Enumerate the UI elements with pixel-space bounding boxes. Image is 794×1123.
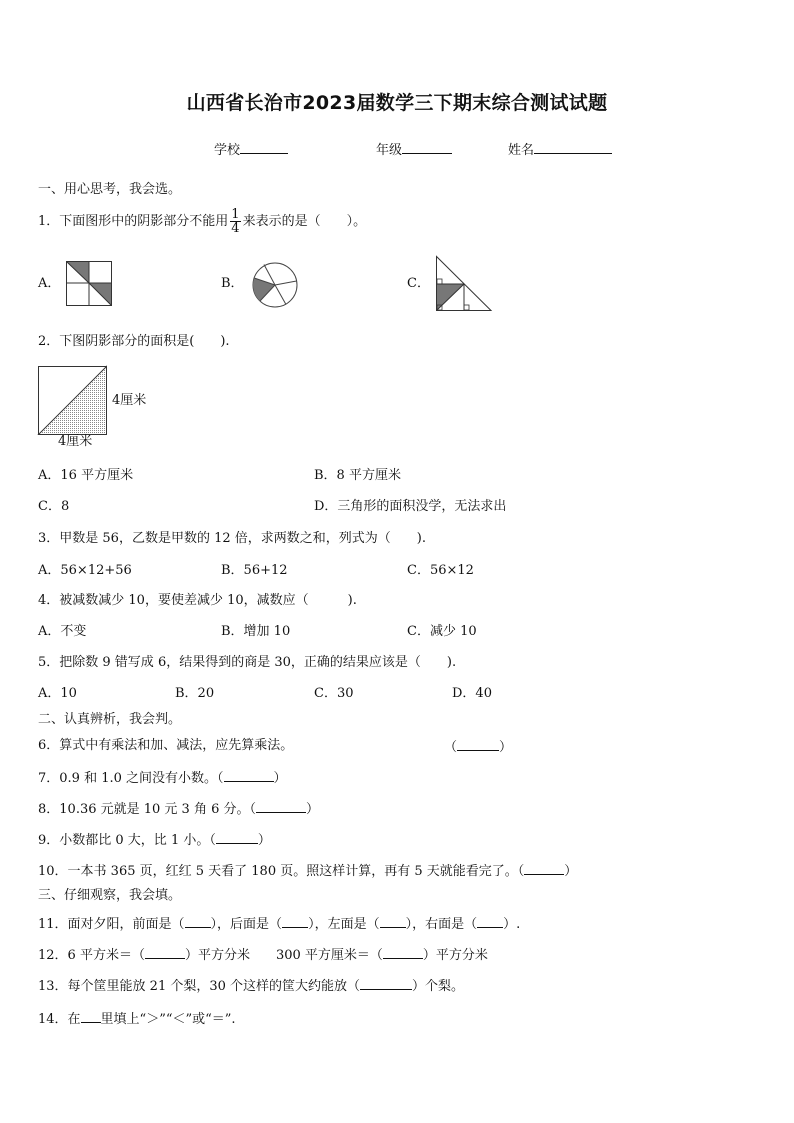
q11-blank-right[interactable] bbox=[477, 915, 503, 928]
q8-answer-blank[interactable] bbox=[256, 800, 306, 813]
q12-blank-1[interactable] bbox=[145, 946, 185, 959]
q11-part-5: ）. bbox=[503, 917, 521, 932]
q14-part-1: 14．在 bbox=[38, 1012, 81, 1027]
q2-bottom-label: 4厘米 bbox=[58, 434, 93, 449]
q7-text: 7．0.9 和 1.0 之间没有小数。（ bbox=[38, 771, 224, 786]
q1-fraction-den: 4 bbox=[231, 221, 240, 236]
q8-text: 8．10.36 元就是 10 元 3 角 6 分。（ bbox=[38, 802, 256, 817]
question-8 bbox=[38, 800, 319, 818]
question-9 bbox=[38, 831, 271, 849]
q12-part-2: ）平方分米 bbox=[184, 948, 250, 963]
section-2-heading: 二、认真辨析，我会判。 bbox=[38, 712, 182, 727]
q5-option-b: B．20 bbox=[175, 686, 215, 701]
q10-text: 10．一本书 365 页，红红 5 天看了 180 页。照这样计算，再有 5 天就能看完了。（ bbox=[38, 864, 525, 879]
q2-option-b: B．8 平方厘米 bbox=[314, 468, 401, 483]
q2-option-c: C．8 bbox=[38, 499, 70, 514]
question-1 bbox=[38, 208, 366, 235]
q4-option-a: A．不变 bbox=[38, 624, 87, 639]
q11-part-3: ），左面是（ bbox=[308, 917, 380, 932]
q1-text-before: 1．下面图形中的阴影部分不能用 bbox=[38, 214, 229, 229]
q1-option-a-label: A． bbox=[38, 276, 61, 291]
q13-blank[interactable] bbox=[360, 977, 412, 990]
q3-option-a: A．56×12+56 bbox=[38, 563, 132, 578]
q8-paren-right: ） bbox=[306, 802, 320, 817]
q5-option-c: C．30 bbox=[314, 686, 354, 701]
q4-option-c: C．减少 10 bbox=[407, 624, 477, 639]
question-14 bbox=[38, 1010, 236, 1028]
question-6: 6．算式中有乘法和加、减法，应先算乘法。 bbox=[38, 738, 294, 753]
q11-blank-front[interactable] bbox=[185, 915, 211, 928]
q7-answer-blank[interactable] bbox=[224, 769, 274, 782]
school-label: 学校 bbox=[214, 143, 241, 158]
q6-answer bbox=[444, 738, 512, 756]
q9-paren-right: ） bbox=[257, 833, 271, 848]
q9-text: 9．小数都比 0 大，比 1 小。（ bbox=[38, 833, 216, 848]
school-blank[interactable] bbox=[240, 141, 288, 154]
q6-answer-blank[interactable] bbox=[457, 738, 499, 751]
question-12 bbox=[38, 946, 488, 964]
q1-text-after: 来表示的是（ ）。 bbox=[242, 214, 367, 229]
q5-option-a: A．10 bbox=[38, 686, 77, 701]
question-4: 4．被减数减少 10，要使差减少 10，减数应（ ). bbox=[38, 593, 357, 608]
page-title: 山西省长治市2023届数学三下期末综合测试试题 bbox=[186, 92, 608, 114]
q12-part-1: 12．6 平方米＝（ bbox=[38, 948, 145, 963]
q3-option-b: B．56+12 bbox=[221, 563, 288, 578]
question-7 bbox=[38, 769, 287, 787]
name-blank[interactable] bbox=[534, 141, 612, 154]
grade-label: 年级 bbox=[376, 143, 403, 158]
q7-paren-right: ） bbox=[273, 771, 287, 786]
q1-fraction-num: 1 bbox=[231, 207, 240, 222]
grade-blank[interactable] bbox=[402, 141, 452, 154]
q5-option-d: D．40 bbox=[452, 686, 492, 701]
q6-paren-left: （ bbox=[444, 740, 458, 755]
name-field bbox=[508, 141, 612, 159]
q10-answer-blank[interactable] bbox=[524, 862, 564, 875]
q2-figure bbox=[38, 366, 108, 436]
question-3: 3．甲数是 56，乙数是甲数的 12 倍，求两数之和，列式为（ ). bbox=[38, 531, 426, 546]
q2-option-a: A．16 平方厘米 bbox=[38, 468, 134, 483]
q10-paren-right: ） bbox=[564, 864, 578, 879]
q12-blank-2[interactable] bbox=[383, 946, 423, 959]
q1-figure-b bbox=[252, 262, 298, 308]
q4-option-b: B．增加 10 bbox=[221, 624, 291, 639]
question-5: 5．把除数 9 错写成 6，结果得到的商是 30，正确的结果应该是（ ). bbox=[38, 655, 457, 670]
q12-part-3: 300 平方厘米＝（ bbox=[275, 948, 383, 963]
section-1-heading: 一、用心思考，我会选。 bbox=[38, 182, 182, 197]
q11-part-2: ），后面是（ bbox=[210, 917, 283, 932]
q6-paren-right: ） bbox=[499, 740, 513, 755]
q13-part-2: ）个梨。 bbox=[412, 979, 465, 994]
q1-fraction bbox=[230, 208, 240, 235]
question-11 bbox=[38, 915, 520, 933]
q9-answer-blank[interactable] bbox=[216, 831, 258, 844]
grade-field bbox=[376, 141, 452, 159]
q2-side-label: 4厘米 bbox=[112, 393, 147, 408]
q14-part-2: 里填上“＞”“＜”或“＝”. bbox=[100, 1012, 236, 1027]
q11-part-1: 11．面对夕阳，前面是（ bbox=[38, 917, 185, 932]
q13-part-1: 13．每个筐里能放 21 个梨，30 个这样的筐大约能放（ bbox=[38, 979, 361, 994]
question-2: 2．下图阴影部分的面积是( ). bbox=[38, 334, 230, 349]
q1-option-b-label: B． bbox=[221, 276, 244, 291]
q2-option-d: D．三角形的面积没学，无法求出 bbox=[314, 499, 507, 514]
question-10 bbox=[38, 862, 577, 880]
question-13 bbox=[38, 977, 464, 995]
q12-part-4: ）平方分米 bbox=[422, 948, 488, 963]
school-field bbox=[214, 141, 288, 159]
q14-blank[interactable] bbox=[81, 1010, 101, 1023]
section-3-heading: 三、仔细观察，我会填。 bbox=[38, 888, 182, 903]
q3-option-c: C．56×12 bbox=[407, 563, 474, 578]
name-label: 姓名 bbox=[508, 143, 535, 158]
q11-blank-back[interactable] bbox=[282, 915, 308, 928]
q1-option-c-label: C． bbox=[407, 276, 430, 291]
q11-part-4: ），右面是（ bbox=[405, 917, 478, 932]
q1-figure-c bbox=[436, 256, 492, 312]
q11-blank-left[interactable] bbox=[380, 915, 406, 928]
q1-figure-a bbox=[66, 261, 112, 306]
